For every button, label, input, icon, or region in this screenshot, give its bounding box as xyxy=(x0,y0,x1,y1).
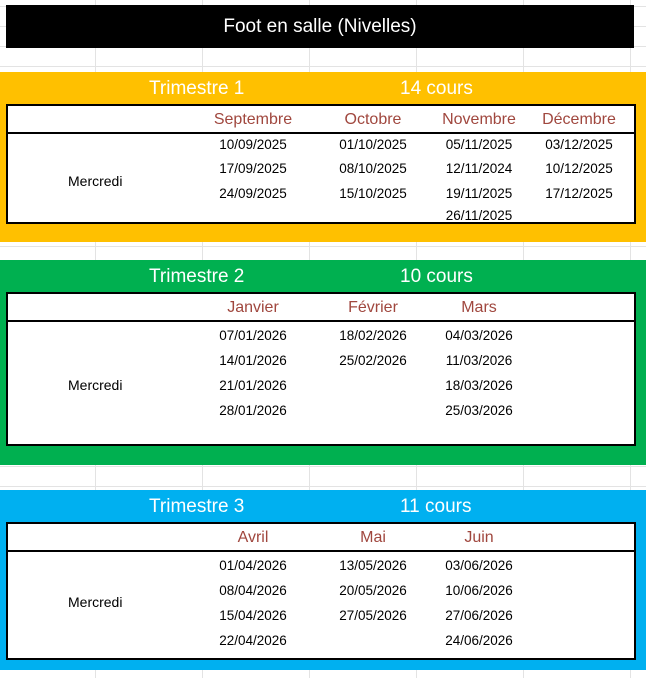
date-cell: 24/09/2025 xyxy=(219,186,287,201)
date-cell: 12/11/2024 xyxy=(445,161,513,176)
date-cell: 03/12/2025 xyxy=(545,137,613,152)
date-cell: 15/04/2026 xyxy=(219,608,287,623)
date-cell: 01/04/2026 xyxy=(219,558,287,573)
date-cell: 28/01/2026 xyxy=(219,403,287,418)
date-cell: 20/05/2026 xyxy=(339,583,407,598)
date-cell: 11/03/2026 xyxy=(445,353,513,368)
month-header: Septembre xyxy=(213,111,293,128)
schedule-table xyxy=(6,522,636,660)
month-header: Avril xyxy=(237,529,269,546)
date-cell: 14/01/2026 xyxy=(219,353,287,368)
trimester-1-section xyxy=(0,72,646,242)
course-count: 10 cours xyxy=(400,266,473,287)
course-count: 11 cours xyxy=(400,496,472,517)
date-cell: 01/10/2025 xyxy=(339,137,407,152)
trimester-header xyxy=(0,496,646,522)
trimester-header xyxy=(0,78,646,104)
date-cell: 25/02/2026 xyxy=(339,353,407,368)
months-header-row xyxy=(8,106,634,134)
month-header: Novembre xyxy=(442,111,516,128)
day-label: Mercredi xyxy=(68,173,123,189)
date-cell: 27/06/2026 xyxy=(445,608,513,623)
schedule-table xyxy=(6,104,636,224)
date-cell: 13/05/2026 xyxy=(339,558,407,573)
date-cell: 19/11/2025 xyxy=(445,186,513,201)
day-label: Mercredi xyxy=(68,377,123,393)
month-header: Février xyxy=(348,299,398,316)
date-cell: 22/04/2026 xyxy=(219,633,287,648)
date-cell: 10/09/2025 xyxy=(219,137,287,152)
trimester-header xyxy=(0,266,646,292)
date-cell: 24/06/2026 xyxy=(445,633,513,648)
date-cell: 05/11/2025 xyxy=(445,137,513,152)
date-cell: 10/12/2025 xyxy=(545,161,613,176)
trimester-3-section xyxy=(0,490,646,670)
month-header: Mars xyxy=(461,299,497,316)
trimester-name: Trimestre 2 xyxy=(149,266,245,287)
month-header: Décembre xyxy=(542,111,616,128)
date-cell: 25/03/2026 xyxy=(445,403,513,418)
trimester-name: Trimestre 1 xyxy=(149,78,245,99)
date-cell: 18/03/2026 xyxy=(445,378,513,393)
date-cell: 10/06/2026 xyxy=(445,583,513,598)
trimester-name: Trimestre 3 xyxy=(149,496,245,517)
month-header: Mai xyxy=(360,529,386,546)
month-header: Janvier xyxy=(227,299,279,316)
course-count: 14 cours xyxy=(400,78,473,99)
date-cell: 08/10/2025 xyxy=(339,161,407,176)
date-cell: 17/09/2025 xyxy=(219,161,287,176)
page-title: Foot en salle (Nivelles) xyxy=(6,5,634,48)
day-label: Mercredi xyxy=(68,594,123,610)
months-header-row xyxy=(8,524,634,552)
date-cell: 15/10/2025 xyxy=(339,186,407,201)
date-cell: 26/11/2025 xyxy=(445,208,513,223)
date-cell: 08/04/2026 xyxy=(219,583,287,598)
date-cell: 07/01/2026 xyxy=(219,328,287,343)
date-cell: 21/01/2026 xyxy=(219,378,287,393)
schedule-table xyxy=(6,292,636,446)
date-cell: 03/06/2026 xyxy=(445,558,513,573)
date-cell: 18/02/2026 xyxy=(339,328,407,343)
date-cell: 27/05/2026 xyxy=(339,608,407,623)
date-cell: 04/03/2026 xyxy=(445,328,513,343)
month-header: Juin xyxy=(464,529,494,546)
date-cell: 17/12/2025 xyxy=(545,186,613,201)
month-header: Octobre xyxy=(344,111,402,128)
months-header-row xyxy=(8,294,634,322)
trimester-2-section xyxy=(0,260,646,465)
